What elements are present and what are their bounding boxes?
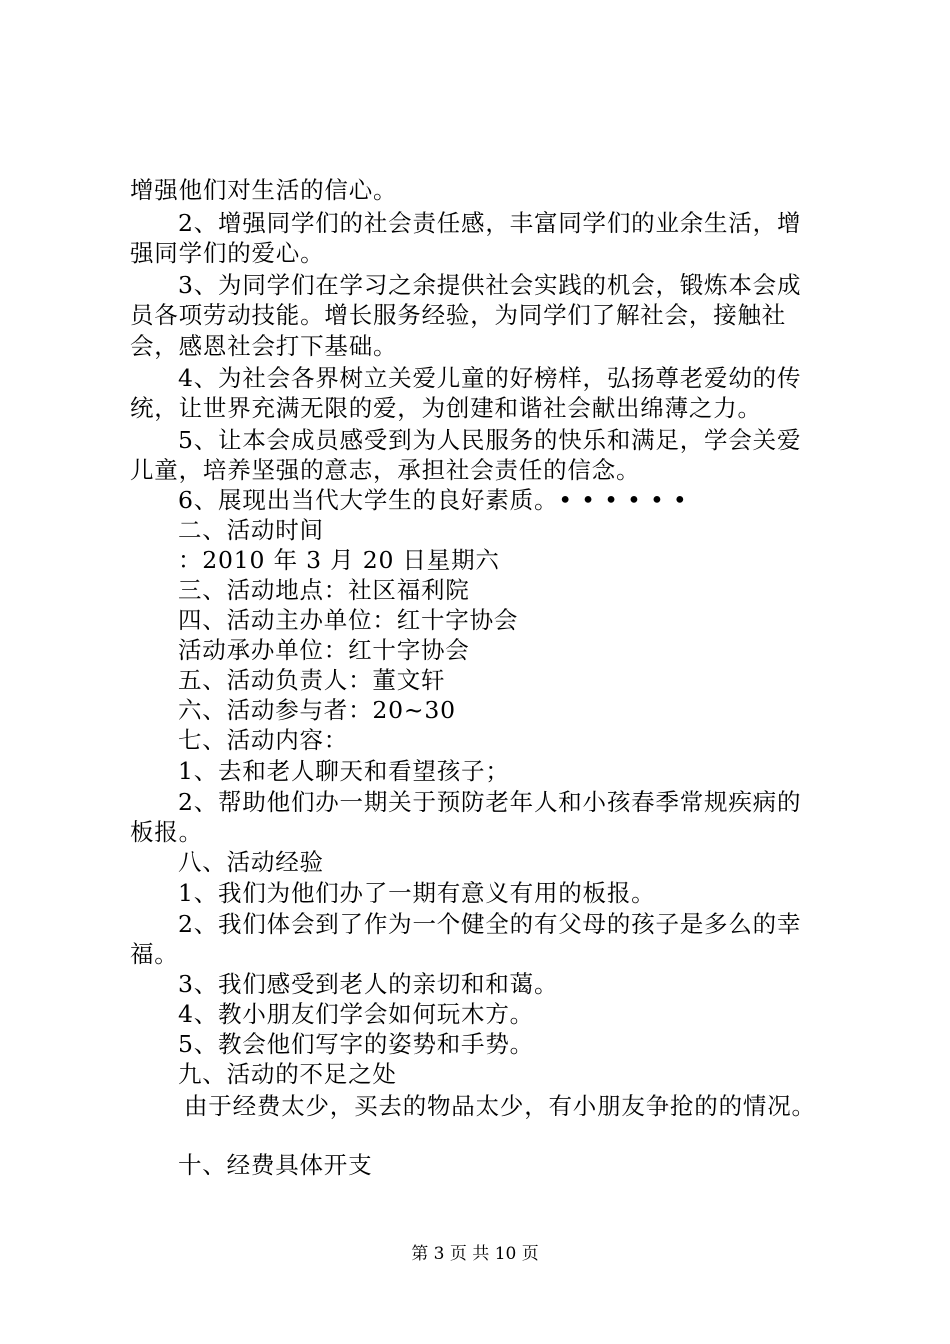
section-heading: 七、活动内容： [178,726,349,754]
body-line: 2、帮助他们办一期关于预防老年人和小孩春季常规疾病的 [178,788,802,816]
body-line: 5、教会他们写字的姿势和手势。 [178,1030,534,1058]
body-line: 活动承办单位：红十字协会 [178,636,470,664]
section-heading: 二、活动时间 [178,516,324,544]
section-heading: 五、活动负责人：董文轩 [178,666,446,694]
body-line: 会，感恩社会打下基础。 [130,332,398,360]
section-heading: 三、活动地点：社区福利院 [178,576,470,604]
page-number: 第 3 页 共 10 页 [411,1244,539,1264]
body-line: 福。 [130,940,179,968]
body-line: 4、为社会各界树立关爱儿童的好榜样，弘扬尊老爱幼的传 [178,364,802,392]
body-line: 板报。 [130,818,203,846]
section-heading: 十、经费具体开支 [178,1151,373,1179]
body-line: 儿童，培养坚强的意志，承担社会责任的信念。 [130,456,641,484]
body-line: 2、我们体会到了作为一个健全的有父母的孩子是多么的幸 [178,910,802,938]
section-heading: 四、活动主办单位：红十字协会 [178,606,519,634]
body-line: 3、为同学们在学习之余提供社会实践的机会，锻炼本会成 [178,271,802,299]
body-line: 5、让本会成员感受到为人民服务的快乐和满足，学会关爱 [178,426,802,454]
body-line: 由于经费太少，买去的物品太少，有小朋友争抢的的情况。 [184,1092,816,1120]
body-line: ：2010 年 3 月 20 日星期六 [178,546,500,574]
body-line: 3、我们感受到老人的亲切和和蔼。 [178,970,559,998]
section-heading: 九、活动的不足之处 [178,1060,397,1088]
body-line: 统，让世界充满无限的爱，为创建和谐社会献出绵薄之力。 [130,394,762,422]
body-line: 2、增强同学们的社会责任感，丰富同学们的业余生活，增 [178,209,802,237]
body-line: 强同学们的爱心。 [130,239,325,267]
section-heading: 八、活动经验 [178,848,324,876]
body-line: 6、展现出当代大学生的良好素质。• • • • • • [178,486,688,514]
body-line: 4、教小朋友们学会如何玩木方。 [178,1000,534,1028]
body-line: 1、我们为他们办了一期有意义有用的板报。 [178,879,656,907]
body-line: 增强他们对生活的信心。 [130,176,398,204]
body-line: 员各项劳动技能。增长服务经验，为同学们了解社会，接触社 [130,301,787,329]
section-heading: 六、活动参与者：20~30 [178,696,456,724]
body-line: 1、去和老人聊天和看望孩子； [178,757,510,785]
